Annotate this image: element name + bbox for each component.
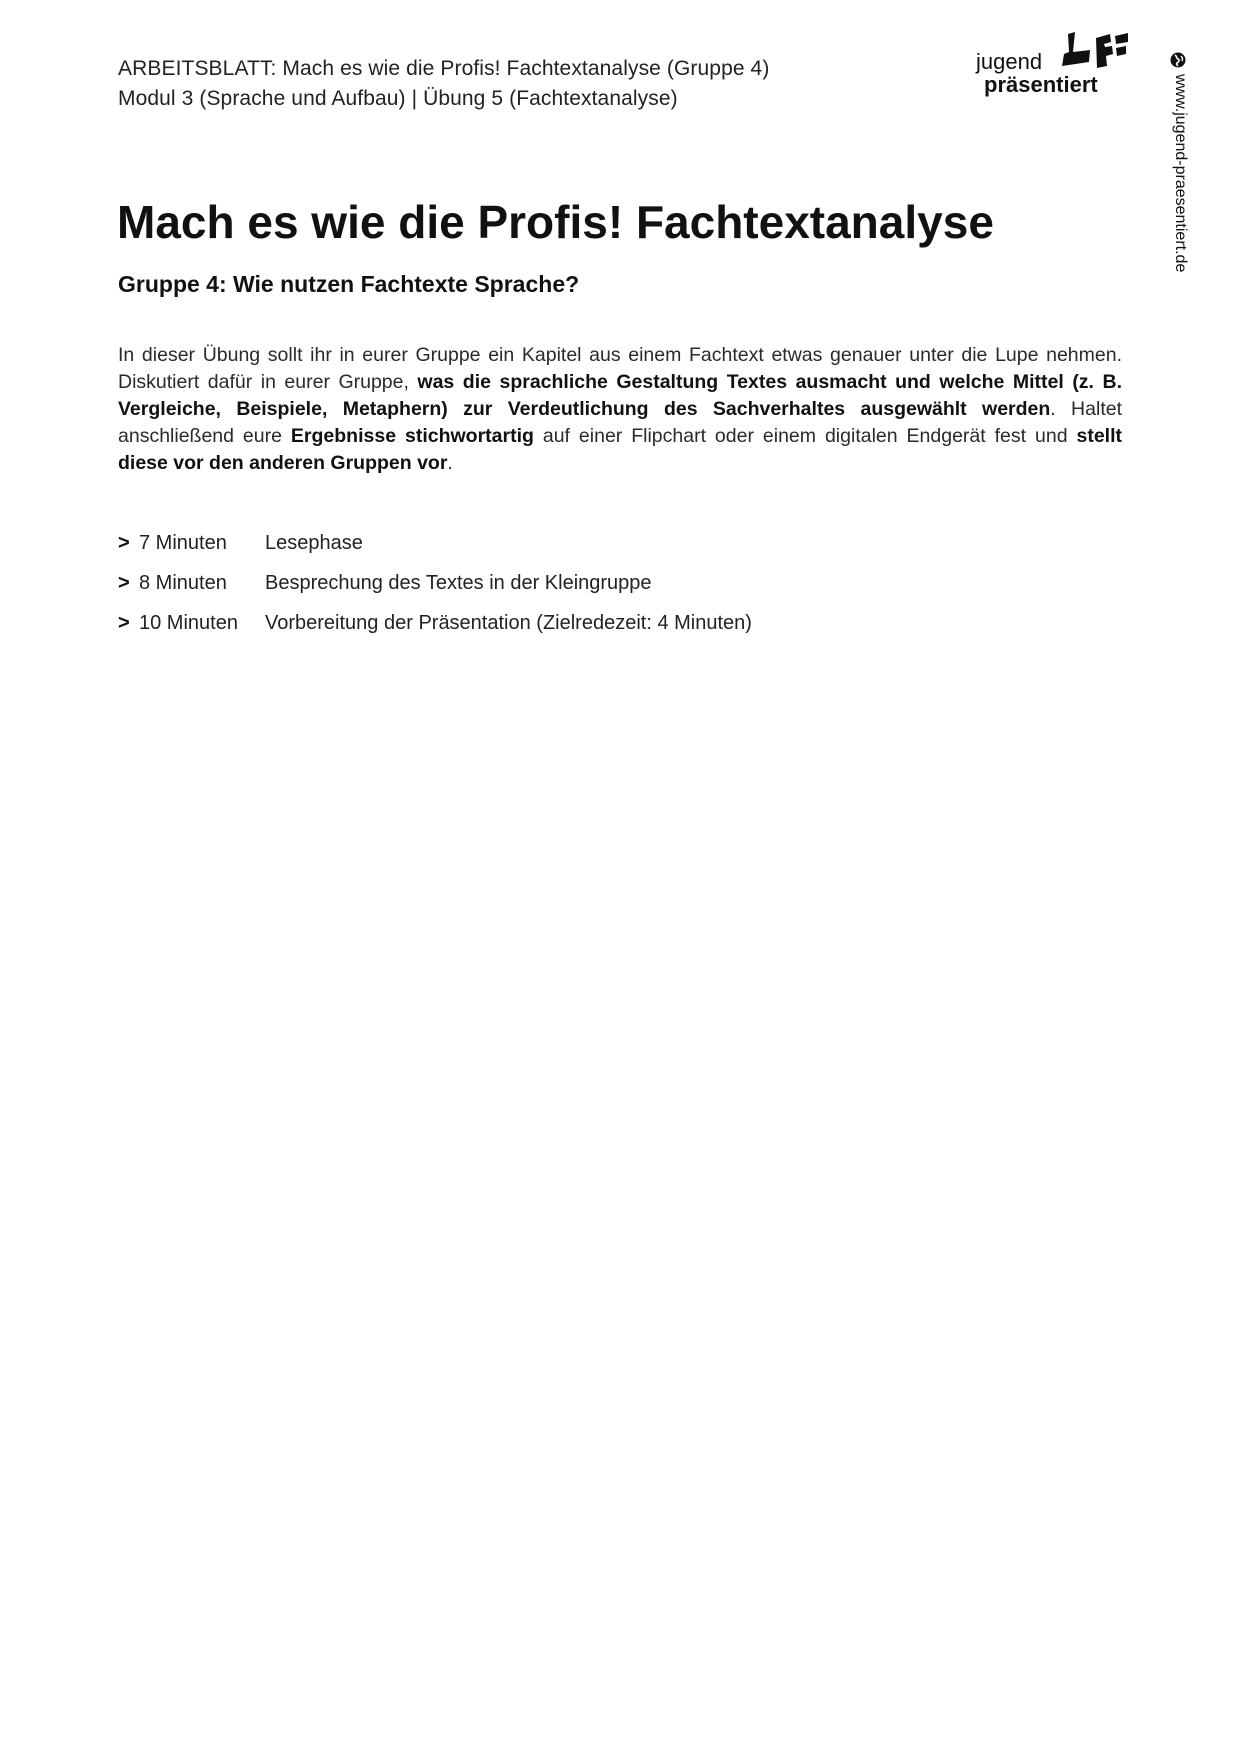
bullet-arrow-icon: > [118, 572, 130, 594]
logo-mark-icon [1060, 30, 1130, 70]
intro-text-1: In dieser Übung sollt ihr in eurer Gruppe ein Kapitel aus einem Fachtext etwas genauer unter die Lupe nehmen. Diskutiert dafür in eurer Gruppe, [118, 344, 1122, 393]
schedule-duration: 10 Minuten [139, 612, 238, 634]
logo-word-jugend: jugend [976, 49, 1043, 74]
logo-word-praesentiert: präsentiert [984, 72, 1098, 97]
group-subtitle: Gruppe 4: Wie nutzen Fachtexte Sprache? [118, 271, 580, 297]
intro-emphasis-3: stellt diese vor den anderen Gruppen vor [118, 425, 1122, 474]
bullet-arrow-icon: > [118, 612, 130, 634]
document-header [118, 54, 769, 114]
page-title: Mach es wie die Profis! Fachtextanalyse [117, 196, 994, 248]
intro-text-3: auf einer Flipchart oder einem digitalen Endgerät fest und [533, 425, 1077, 447]
schedule-duration: 8 Minuten [139, 572, 227, 594]
intro-emphasis-1: was die sprachliche Gestaltung Textes ausmacht und welche Mittel (z. B. Vergleiche, Beispiele, Metaphern) zur Verdeutlichung des Sachverhaltes ausgewählt werden [118, 371, 1122, 420]
schedule-activity: Lesephase [265, 532, 363, 554]
schedule-duration: 7 Minuten [139, 532, 227, 554]
schedule-activity: Vorbereitung der Präsentation (Zielredezeit: 4 Minuten) [265, 612, 752, 634]
jugend-praesentiert-logo [972, 30, 1132, 104]
website-sidebar [1168, 52, 1190, 282]
schedule-activity: Besprechung des Textes in der Kleingruppe [265, 572, 652, 594]
intro-text-4: . [447, 452, 453, 474]
website-url: www.jugend-praesentiert.de [1172, 74, 1189, 273]
header-line-module: Modul 3 (Sprache und Aufbau) | Übung 5 (Fachtextanalyse) [118, 87, 678, 110]
globe-icon [1170, 52, 1186, 68]
task-description [118, 342, 1122, 477]
header-line-worksheet: ARBEITSBLATT: Mach es wie die Profis! Fachtextanalyse (Gruppe 4) [118, 57, 770, 80]
bullet-arrow-icon: > [118, 532, 130, 554]
intro-emphasis-2: Ergebnisse stichwortartig [290, 425, 534, 447]
intro-text-2: . Haltet anschließend eure [118, 398, 1123, 447]
